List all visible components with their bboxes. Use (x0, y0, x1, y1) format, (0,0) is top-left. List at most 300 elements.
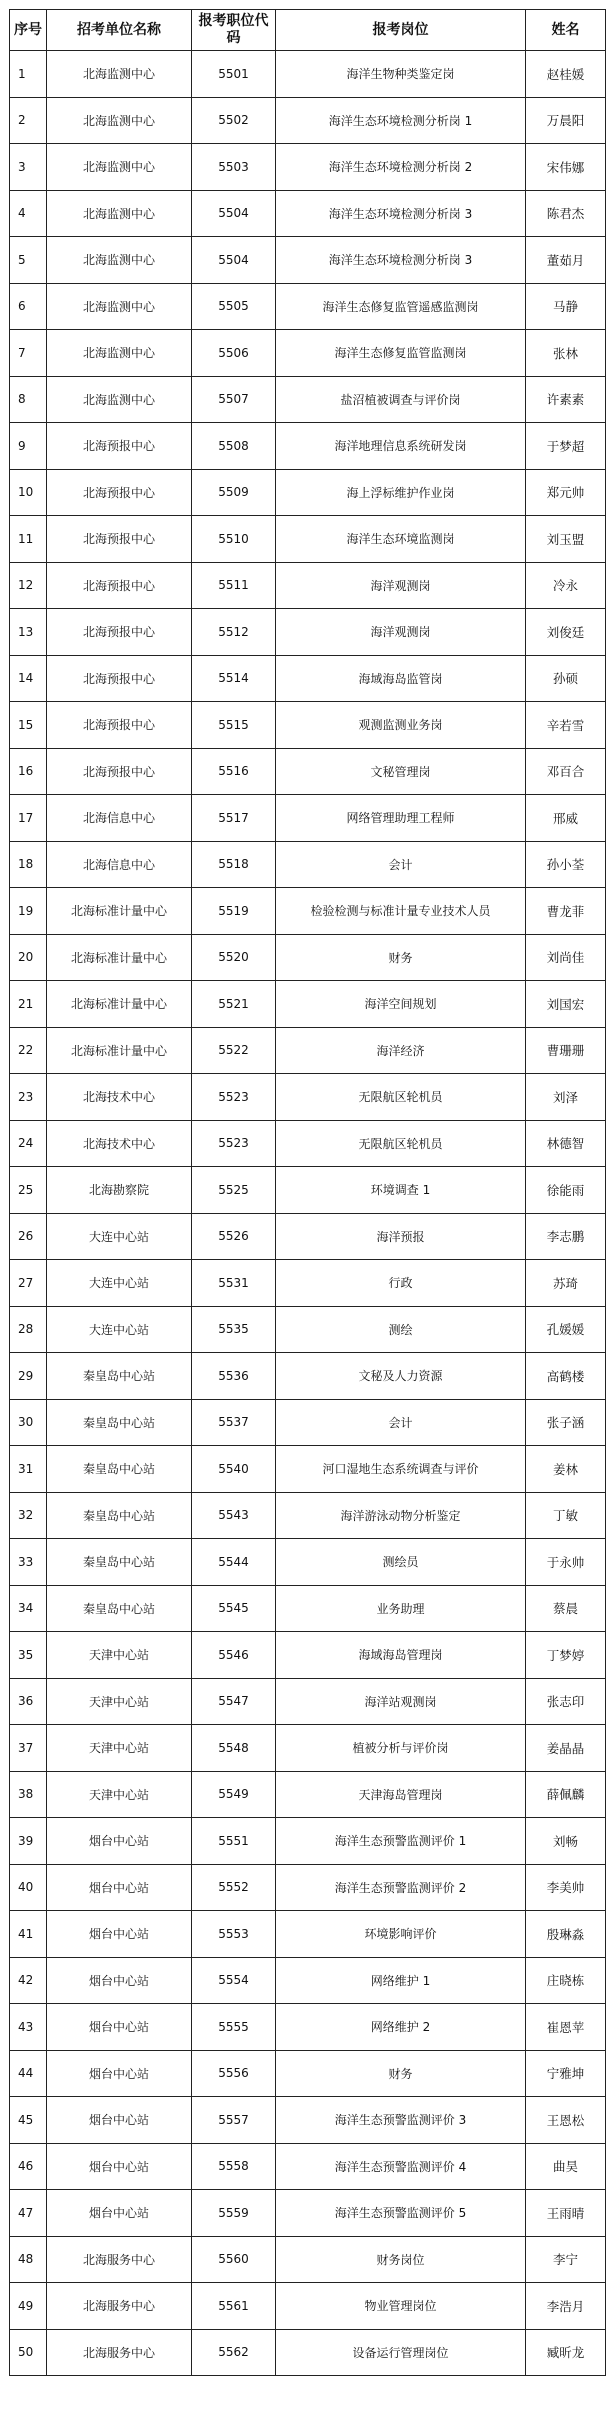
cell-code: 5510 (192, 516, 276, 563)
cell-name: 崔恩苹 (526, 2004, 606, 2051)
cell-name: 张子涵 (526, 1399, 606, 1446)
cell-post: 财务岗位 (276, 2236, 526, 2283)
cell-name: 蔡晨 (526, 1585, 606, 1632)
table-row (10, 2004, 606, 2051)
cell-unit: 北海标准计量中心 (47, 1027, 192, 1074)
table-row (10, 516, 606, 563)
cell-no: 47 (10, 2190, 47, 2237)
cell-unit: 秦皇岛中心站 (47, 1399, 192, 1446)
cell-unit: 北海服务中心 (47, 2329, 192, 2376)
cell-code: 5543 (192, 1492, 276, 1539)
table-row (10, 562, 606, 609)
cell-unit: 北海监测中心 (47, 97, 192, 144)
table-row (10, 2283, 606, 2330)
cell-post: 海洋生态预警监测评价 2 (276, 1864, 526, 1911)
cell-post: 海洋生态环境检测分析岗 1 (276, 97, 526, 144)
cell-code: 5551 (192, 1818, 276, 1865)
cell-code: 5536 (192, 1353, 276, 1400)
cell-unit: 北海预报中心 (47, 655, 192, 702)
cell-post: 海洋生态预警监测评价 5 (276, 2190, 526, 2237)
cell-no: 46 (10, 2143, 47, 2190)
cell-code: 5548 (192, 1725, 276, 1772)
cell-unit: 北海预报中心 (47, 609, 192, 656)
table-row (10, 1074, 606, 1121)
table-row (10, 609, 606, 656)
table-row (10, 1632, 606, 1679)
cell-code: 5504 (192, 237, 276, 284)
cell-no: 7 (10, 330, 47, 377)
cell-code: 5525 (192, 1167, 276, 1214)
cell-code: 5516 (192, 748, 276, 795)
cell-name: 丁敏 (526, 1492, 606, 1539)
cell-no: 45 (10, 2097, 47, 2144)
cell-unit: 北海监测中心 (47, 190, 192, 237)
cell-name: 姜晶晶 (526, 1725, 606, 1772)
cell-unit: 秦皇岛中心站 (47, 1492, 192, 1539)
cell-no: 37 (10, 1725, 47, 1772)
table-row (10, 1911, 606, 1958)
cell-unit: 天津中心站 (47, 1632, 192, 1679)
table-body (10, 51, 606, 2376)
cell-name: 孙硕 (526, 655, 606, 702)
cell-code: 5523 (192, 1074, 276, 1121)
cell-name: 刘尚佳 (526, 934, 606, 981)
cell-post: 海洋生态环境监测岗 (276, 516, 526, 563)
cell-post: 检验检测与标准计量专业技术人员 (276, 888, 526, 935)
cell-no: 29 (10, 1353, 47, 1400)
table-row (10, 1585, 606, 1632)
cell-name: 曹龙菲 (526, 888, 606, 935)
cell-code: 5557 (192, 2097, 276, 2144)
cell-no: 49 (10, 2283, 47, 2330)
cell-name: 马静 (526, 283, 606, 330)
cell-no: 35 (10, 1632, 47, 1679)
cell-code: 5556 (192, 2050, 276, 2097)
cell-name: 曲昊 (526, 2143, 606, 2190)
cell-unit: 烟台中心站 (47, 2190, 192, 2237)
header-no: 序号 (10, 10, 47, 51)
cell-unit: 北海监测中心 (47, 330, 192, 377)
cell-name: 李美帅 (526, 1864, 606, 1911)
cell-post: 文秘管理岗 (276, 748, 526, 795)
cell-no: 16 (10, 748, 47, 795)
cell-name: 殷琳淼 (526, 1911, 606, 1958)
table-row (10, 283, 606, 330)
cell-post: 海洋预报 (276, 1213, 526, 1260)
cell-no: 12 (10, 562, 47, 609)
cell-unit: 烟台中心站 (47, 2143, 192, 2190)
cell-name: 丁梦婷 (526, 1632, 606, 1679)
cell-post: 海洋地理信息系统研发岗 (276, 423, 526, 470)
cell-unit: 北海信息中心 (47, 841, 192, 888)
cell-name: 张林 (526, 330, 606, 377)
table-row (10, 1818, 606, 1865)
header-code: 报考职位代码 (192, 10, 276, 51)
cell-code: 5537 (192, 1399, 276, 1446)
table-row (10, 1167, 606, 1214)
table-row (10, 1446, 606, 1493)
cell-no: 17 (10, 795, 47, 842)
cell-post: 测绘员 (276, 1539, 526, 1586)
cell-unit: 北海预报中心 (47, 748, 192, 795)
table-row (10, 2329, 606, 2376)
cell-unit: 大连中心站 (47, 1306, 192, 1353)
cell-no: 22 (10, 1027, 47, 1074)
cell-post: 海上浮标维护作业岗 (276, 469, 526, 516)
table-row (10, 1213, 606, 1260)
cell-unit: 北海监测中心 (47, 237, 192, 284)
table-row (10, 423, 606, 470)
cell-no: 43 (10, 2004, 47, 2051)
cell-unit: 北海技术中心 (47, 1120, 192, 1167)
cell-post: 海洋生态预警监测评价 3 (276, 2097, 526, 2144)
cell-unit: 北海标准计量中心 (47, 888, 192, 935)
table-row (10, 51, 606, 98)
cell-unit: 烟台中心站 (47, 1818, 192, 1865)
cell-unit: 天津中心站 (47, 1678, 192, 1725)
cell-name: 刘玉盟 (526, 516, 606, 563)
cell-name: 高鹤楼 (526, 1353, 606, 1400)
cell-name: 赵桂媛 (526, 51, 606, 98)
cell-code: 5515 (192, 702, 276, 749)
cell-post: 环境影响评价 (276, 1911, 526, 1958)
cell-code: 5531 (192, 1260, 276, 1307)
table-row (10, 748, 606, 795)
cell-no: 24 (10, 1120, 47, 1167)
cell-name: 王雨晴 (526, 2190, 606, 2237)
cell-code: 5517 (192, 795, 276, 842)
table-row (10, 655, 606, 702)
cell-unit: 北海服务中心 (47, 2283, 192, 2330)
cell-post: 海洋经济 (276, 1027, 526, 1074)
cell-unit: 北海标准计量中心 (47, 981, 192, 1028)
cell-code: 5518 (192, 841, 276, 888)
table-row (10, 1353, 606, 1400)
table-row (10, 97, 606, 144)
cell-unit: 北海监测中心 (47, 51, 192, 98)
cell-post: 海洋生态环境检测分析岗 3 (276, 190, 526, 237)
cell-unit: 烟台中心站 (47, 2097, 192, 2144)
cell-unit: 秦皇岛中心站 (47, 1539, 192, 1586)
cell-post: 财务 (276, 2050, 526, 2097)
cell-no: 50 (10, 2329, 47, 2376)
cell-code: 5504 (192, 190, 276, 237)
cell-unit: 北海标准计量中心 (47, 934, 192, 981)
cell-unit: 北海监测中心 (47, 144, 192, 191)
cell-post: 财务 (276, 934, 526, 981)
cell-code: 5511 (192, 562, 276, 609)
table-row (10, 1492, 606, 1539)
cell-no: 39 (10, 1818, 47, 1865)
cell-no: 26 (10, 1213, 47, 1260)
cell-unit: 北海预报中心 (47, 469, 192, 516)
cell-post: 海洋观测岗 (276, 609, 526, 656)
table-row (10, 981, 606, 1028)
table-row (10, 2097, 606, 2144)
cell-code: 5558 (192, 2143, 276, 2190)
table-row (10, 1678, 606, 1725)
cell-post: 海洋站观测岗 (276, 1678, 526, 1725)
cell-code: 5507 (192, 376, 276, 423)
cell-no: 27 (10, 1260, 47, 1307)
cell-code: 5535 (192, 1306, 276, 1353)
cell-name: 郑元帅 (526, 469, 606, 516)
table-row (10, 934, 606, 981)
cell-post: 文秘及人力资源 (276, 1353, 526, 1400)
cell-code: 5520 (192, 934, 276, 981)
cell-code: 5559 (192, 2190, 276, 2237)
cell-no: 36 (10, 1678, 47, 1725)
table-row (10, 376, 606, 423)
cell-post: 业务助理 (276, 1585, 526, 1632)
cell-name: 庄晓栋 (526, 1957, 606, 2004)
table-row (10, 1306, 606, 1353)
cell-unit: 天津中心站 (47, 1725, 192, 1772)
cell-no: 48 (10, 2236, 47, 2283)
cell-name: 董茹月 (526, 237, 606, 284)
cell-unit: 秦皇岛中心站 (47, 1446, 192, 1493)
cell-code: 5501 (192, 51, 276, 98)
cell-name: 于梦超 (526, 423, 606, 470)
cell-post: 会计 (276, 1399, 526, 1446)
cell-name: 于永帅 (526, 1539, 606, 1586)
cell-post: 海洋生态预警监测评价 4 (276, 2143, 526, 2190)
cell-unit: 烟台中心站 (47, 2004, 192, 2051)
cell-name: 徐能雨 (526, 1167, 606, 1214)
cell-no: 9 (10, 423, 47, 470)
cell-unit: 北海预报中心 (47, 516, 192, 563)
cell-no: 30 (10, 1399, 47, 1446)
cell-post: 测绘 (276, 1306, 526, 1353)
table-row (10, 1771, 606, 1818)
table-row (10, 237, 606, 284)
cell-unit: 北海技术中心 (47, 1074, 192, 1121)
cell-name: 刘国宏 (526, 981, 606, 1028)
cell-no: 13 (10, 609, 47, 656)
table-row (10, 702, 606, 749)
cell-code: 5540 (192, 1446, 276, 1493)
cell-name: 李浩月 (526, 2283, 606, 2330)
cell-post: 网络维护 2 (276, 2004, 526, 2051)
cell-name: 陈君杰 (526, 190, 606, 237)
cell-post: 海洋生态环境检测分析岗 2 (276, 144, 526, 191)
cell-no: 21 (10, 981, 47, 1028)
cell-code: 5555 (192, 2004, 276, 2051)
cell-post: 无限航区轮机员 (276, 1120, 526, 1167)
cell-no: 1 (10, 51, 47, 98)
cell-unit: 烟台中心站 (47, 1911, 192, 1958)
cell-name: 宋伟娜 (526, 144, 606, 191)
cell-code: 5562 (192, 2329, 276, 2376)
cell-unit: 大连中心站 (47, 1213, 192, 1260)
cell-name: 宁雅坤 (526, 2050, 606, 2097)
cell-code: 5546 (192, 1632, 276, 1679)
cell-post: 河口湿地生态系统调查与评价 (276, 1446, 526, 1493)
cell-code: 5552 (192, 1864, 276, 1911)
cell-code: 5553 (192, 1911, 276, 1958)
cell-name: 孙小荃 (526, 841, 606, 888)
cell-no: 15 (10, 702, 47, 749)
cell-no: 4 (10, 190, 47, 237)
cell-name: 冷永 (526, 562, 606, 609)
cell-code: 5519 (192, 888, 276, 935)
cell-no: 44 (10, 2050, 47, 2097)
cell-name: 万晨阳 (526, 97, 606, 144)
cell-no: 11 (10, 516, 47, 563)
cell-unit: 北海监测中心 (47, 376, 192, 423)
cell-code: 5512 (192, 609, 276, 656)
cell-code: 5526 (192, 1213, 276, 1260)
cell-post: 海域海岛管理岗 (276, 1632, 526, 1679)
cell-post: 海洋生态环境检测分析岗 3 (276, 237, 526, 284)
header-post: 报考岗位 (276, 10, 526, 51)
cell-no: 42 (10, 1957, 47, 2004)
applicant-table (9, 9, 606, 2376)
table-row (10, 2236, 606, 2283)
cell-no: 6 (10, 283, 47, 330)
table-row (10, 1539, 606, 1586)
cell-unit: 大连中心站 (47, 1260, 192, 1307)
cell-no: 34 (10, 1585, 47, 1632)
cell-code: 5505 (192, 283, 276, 330)
cell-code: 5544 (192, 1539, 276, 1586)
cell-code: 5508 (192, 423, 276, 470)
table-row (10, 469, 606, 516)
cell-no: 3 (10, 144, 47, 191)
cell-name: 张志印 (526, 1678, 606, 1725)
cell-post: 网络管理助理工程师 (276, 795, 526, 842)
header-name: 姓名 (526, 10, 606, 51)
cell-name: 刘畅 (526, 1818, 606, 1865)
cell-code: 5560 (192, 2236, 276, 2283)
cell-code: 5561 (192, 2283, 276, 2330)
cell-unit: 天津中心站 (47, 1771, 192, 1818)
table-row (10, 1260, 606, 1307)
cell-unit: 烟台中心站 (47, 2050, 192, 2097)
cell-post: 天津海岛管理岗 (276, 1771, 526, 1818)
table-header-row (10, 10, 606, 51)
cell-code: 5523 (192, 1120, 276, 1167)
cell-no: 31 (10, 1446, 47, 1493)
cell-post: 海洋生态预警监测评价 1 (276, 1818, 526, 1865)
cell-post: 物业管理岗位 (276, 2283, 526, 2330)
cell-no: 33 (10, 1539, 47, 1586)
cell-no: 19 (10, 888, 47, 935)
table-row (10, 888, 606, 935)
table-row (10, 190, 606, 237)
cell-no: 40 (10, 1864, 47, 1911)
cell-post: 行政 (276, 1260, 526, 1307)
cell-unit: 北海预报中心 (47, 423, 192, 470)
cell-name: 林德智 (526, 1120, 606, 1167)
table-row (10, 2190, 606, 2237)
cell-unit: 北海服务中心 (47, 2236, 192, 2283)
cell-post: 海域海岛监管岗 (276, 655, 526, 702)
cell-no: 5 (10, 237, 47, 284)
cell-no: 23 (10, 1074, 47, 1121)
cell-post: 海洋游泳动物分析鉴定 (276, 1492, 526, 1539)
cell-code: 5509 (192, 469, 276, 516)
table-row (10, 1027, 606, 1074)
table-row (10, 1725, 606, 1772)
cell-no: 10 (10, 469, 47, 516)
cell-name: 邓百合 (526, 748, 606, 795)
cell-no: 25 (10, 1167, 47, 1214)
cell-unit: 秦皇岛中心站 (47, 1585, 192, 1632)
cell-post: 环境调查 1 (276, 1167, 526, 1214)
cell-code: 5521 (192, 981, 276, 1028)
cell-post: 海洋生态修复监管监测岗 (276, 330, 526, 377)
cell-post: 植被分析与评价岗 (276, 1725, 526, 1772)
table-row (10, 330, 606, 377)
cell-code: 5506 (192, 330, 276, 377)
table-row (10, 1399, 606, 1446)
cell-unit: 北海勘察院 (47, 1167, 192, 1214)
cell-post: 设备运行管理岗位 (276, 2329, 526, 2376)
cell-no: 18 (10, 841, 47, 888)
cell-post: 观测监测业务岗 (276, 702, 526, 749)
cell-code: 5549 (192, 1771, 276, 1818)
cell-post: 网络维护 1 (276, 1957, 526, 2004)
table-row (10, 2143, 606, 2190)
cell-no: 20 (10, 934, 47, 981)
cell-name: 王恩松 (526, 2097, 606, 2144)
cell-name: 孔媛媛 (526, 1306, 606, 1353)
header-unit: 招考单位名称 (47, 10, 192, 51)
cell-code: 5545 (192, 1585, 276, 1632)
cell-post: 盐沼植被调查与评价岗 (276, 376, 526, 423)
cell-no: 38 (10, 1771, 47, 1818)
cell-code: 5503 (192, 144, 276, 191)
table-row (10, 1120, 606, 1167)
cell-no: 8 (10, 376, 47, 423)
cell-name: 辛若雪 (526, 702, 606, 749)
cell-code: 5514 (192, 655, 276, 702)
cell-name: 李志鹏 (526, 1213, 606, 1260)
cell-name: 许素素 (526, 376, 606, 423)
cell-unit: 北海信息中心 (47, 795, 192, 842)
cell-unit: 秦皇岛中心站 (47, 1353, 192, 1400)
cell-name: 邢威 (526, 795, 606, 842)
cell-unit: 北海监测中心 (47, 283, 192, 330)
cell-no: 41 (10, 1911, 47, 1958)
cell-code: 5522 (192, 1027, 276, 1074)
cell-post: 海洋观测岗 (276, 562, 526, 609)
cell-unit: 北海预报中心 (47, 562, 192, 609)
cell-name: 李宁 (526, 2236, 606, 2283)
cell-name: 薛佩麟 (526, 1771, 606, 1818)
cell-name: 曹珊珊 (526, 1027, 606, 1074)
table-row (10, 795, 606, 842)
cell-code: 5502 (192, 97, 276, 144)
cell-no: 14 (10, 655, 47, 702)
cell-post: 海洋空间规划 (276, 981, 526, 1028)
cell-post: 海洋生态修复监管遥感监测岗 (276, 283, 526, 330)
table-row (10, 841, 606, 888)
cell-code: 5547 (192, 1678, 276, 1725)
cell-post: 海洋生物种类鉴定岗 (276, 51, 526, 98)
table-row (10, 1864, 606, 1911)
cell-name: 刘泽 (526, 1074, 606, 1121)
cell-post: 无限航区轮机员 (276, 1074, 526, 1121)
cell-unit: 烟台中心站 (47, 1957, 192, 2004)
cell-name: 姜林 (526, 1446, 606, 1493)
cell-no: 28 (10, 1306, 47, 1353)
table-row (10, 144, 606, 191)
cell-name: 刘俊廷 (526, 609, 606, 656)
cell-unit: 烟台中心站 (47, 1864, 192, 1911)
cell-name: 苏琦 (526, 1260, 606, 1307)
